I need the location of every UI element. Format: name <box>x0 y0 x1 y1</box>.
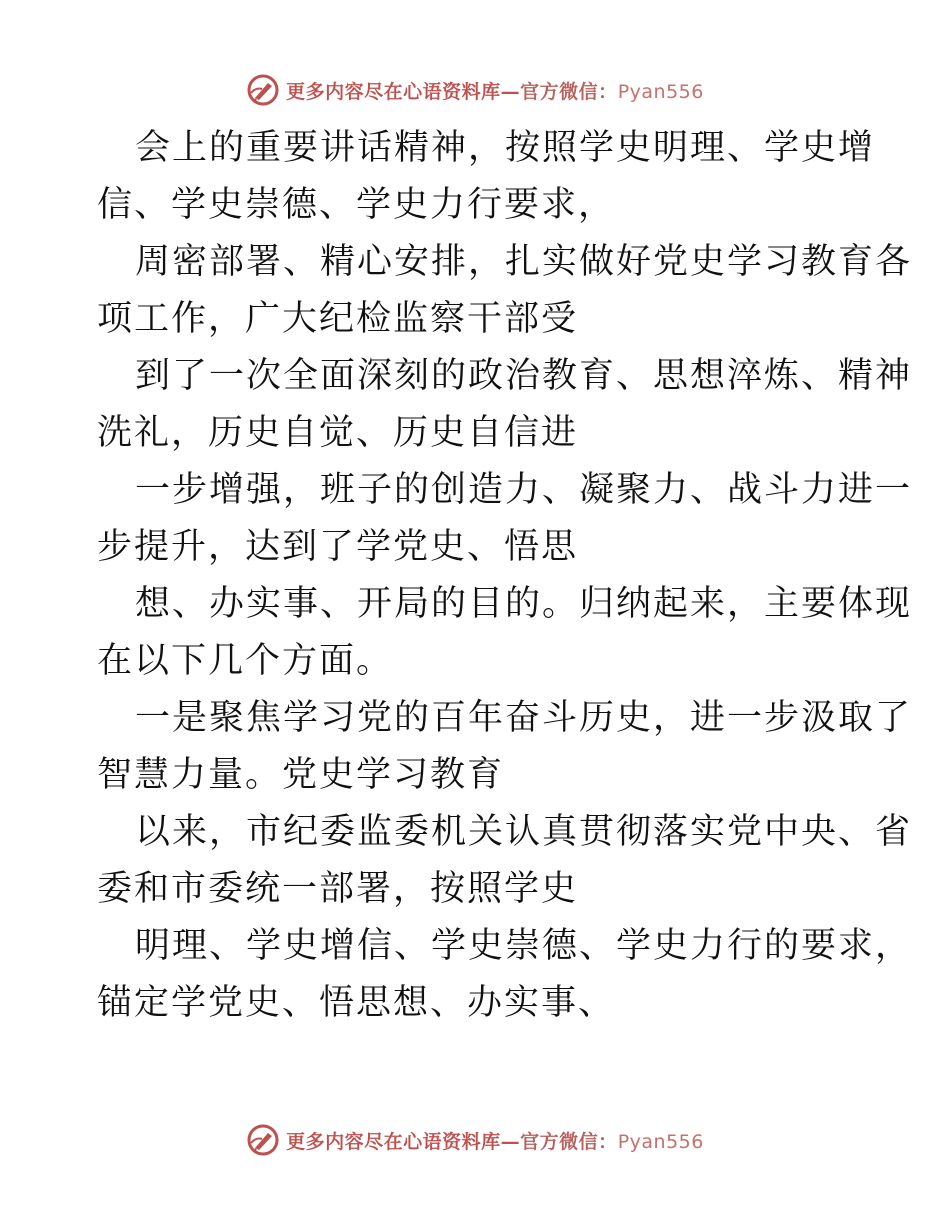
header-banner <box>0 70 950 110</box>
header-wechat-id: Pyan556 <box>617 80 704 103</box>
header-label: 官方微信： <box>520 80 618 103</box>
paragraph-line: 一是聚焦学习党的百年奋斗历史，进一步汲取了 <box>135 698 913 738</box>
paragraph-line: 步提升，达到了学党史、悟思 <box>97 527 579 567</box>
paragraph-line: 一步增强，班子的创造力、凝聚力、战斗力进一 <box>135 470 913 510</box>
header-text <box>286 77 704 104</box>
paragraph-line: 洗礼，历史自觉、历史自信进 <box>97 413 579 453</box>
pen-logo-icon <box>246 1123 280 1157</box>
footer-label: 官方微信： <box>520 1130 618 1153</box>
paragraph-line: 想、办实事、开局的目的。归纳起来，主要体现 <box>135 584 913 624</box>
footer-site-text: 更多内容尽在心语资料库 <box>286 1130 501 1153</box>
paragraph-line: 锚定学党史、悟思想、办实事、 <box>97 983 616 1023</box>
paragraph-line: 信、学史崇德、学史力行要求， <box>97 185 616 225</box>
paragraph-line: 明理、学史增信、学史崇德、学史力行的要求， <box>135 926 913 966</box>
footer-text <box>286 1127 704 1154</box>
header-site-text: 更多内容尽在心语资料库 <box>286 80 501 103</box>
paragraph-line: 委和市委统一部署，按照学史 <box>97 869 579 909</box>
pen-logo-icon <box>246 73 280 107</box>
paragraph-line: 项工作，广大纪检监察干部受 <box>97 299 579 339</box>
document-body <box>97 120 913 1032</box>
footer-banner <box>0 1120 950 1160</box>
paragraph-line: 到了一次全面深刻的政治教育、思想淬炼、精神 <box>135 356 913 396</box>
paragraph-line: 会上的重要讲话精神，按照学史明理、学史增 <box>135 128 876 168</box>
paragraph-line: 周密部署、精心安排，扎实做好党史学习教育各 <box>135 242 913 282</box>
footer-wechat-id: Pyan556 <box>617 1130 704 1153</box>
paragraph-line: 智慧力量。党史学习教育 <box>97 755 505 795</box>
paragraph-line: 在以下几个方面。 <box>97 641 394 681</box>
footer-dash: — <box>500 1130 521 1153</box>
header-dash: — <box>500 80 521 103</box>
paragraph-line: 以来，市纪委监委机关认真贯彻落实党中央、省 <box>135 812 913 852</box>
